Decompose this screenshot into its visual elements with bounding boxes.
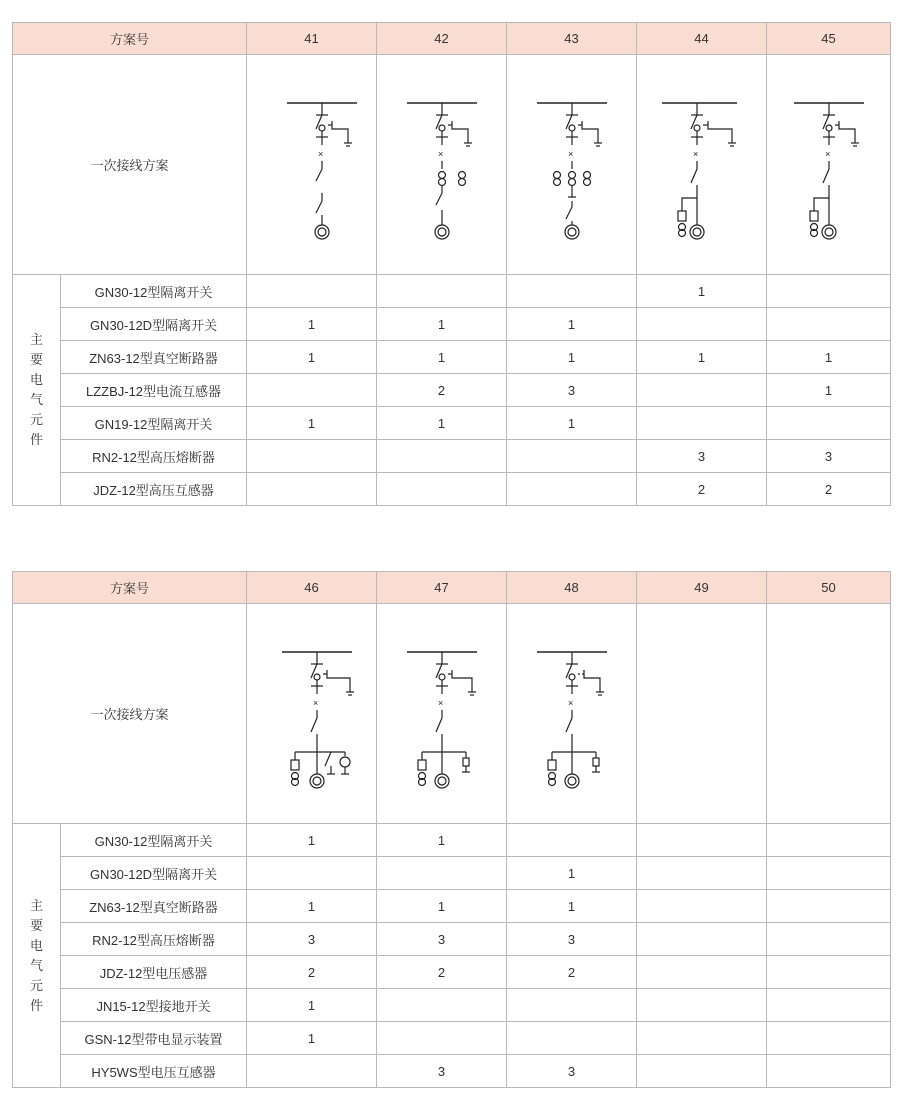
component-quantity <box>637 923 767 956</box>
component-quantity: 1 <box>507 857 637 890</box>
component-quantity <box>507 473 637 506</box>
scheme-number: 43 <box>507 23 637 55</box>
component-quantity <box>377 275 507 308</box>
component-quantity <box>767 308 891 341</box>
component-quantity <box>637 1055 767 1088</box>
component-quantity: 1 <box>377 824 507 857</box>
diagram-row-label: 一次接线方案 <box>13 55 247 275</box>
component-quantity <box>637 407 767 440</box>
component-quantity <box>767 407 891 440</box>
component-quantity <box>767 890 891 923</box>
component-quantity <box>377 989 507 1022</box>
wiring-diagram-43 <box>507 55 637 275</box>
component-quantity <box>767 1022 891 1055</box>
component-quantity <box>507 275 637 308</box>
component-row <box>13 440 891 473</box>
component-quantity: 3 <box>507 374 637 407</box>
group-label-char: 电 <box>29 937 43 953</box>
component-quantity: 1 <box>247 989 377 1022</box>
scheme-number-header: 方案号 <box>13 23 247 55</box>
header-row <box>13 572 891 604</box>
svg-text:×: × <box>824 148 830 159</box>
component-name: GN19-12型隔离开关 <box>61 407 247 440</box>
component-name: JDZ-12型电压感器 <box>61 956 247 989</box>
component-name: ZN63-12型真空断路器 <box>61 341 247 374</box>
wiring-diagram-45 <box>767 55 891 275</box>
main-components-label <box>13 824 61 1088</box>
component-quantity <box>637 308 767 341</box>
scheme-number: 50 <box>767 572 891 604</box>
wiring-diagram-49 <box>637 604 767 824</box>
svg-text:×: × <box>692 148 698 159</box>
component-name: LZZBJ-12型电流互感器 <box>61 374 247 407</box>
scheme-table-46-50 <box>12 571 891 1088</box>
component-row <box>13 473 891 506</box>
component-row <box>13 1022 891 1055</box>
component-quantity: 1 <box>767 341 891 374</box>
group-label-char: 电 <box>29 372 43 387</box>
component-quantity <box>637 956 767 989</box>
component-quantity: 3 <box>377 1055 507 1088</box>
component-quantity: 3 <box>637 440 767 473</box>
component-quantity: 1 <box>247 824 377 857</box>
group-label-char: 元 <box>29 412 43 427</box>
group-label-char: 要 <box>29 917 43 933</box>
component-name: GN30-12型隔离开关 <box>61 824 247 857</box>
component-quantity <box>767 824 891 857</box>
component-row <box>13 374 891 407</box>
wiring-diagram-41 <box>247 55 377 275</box>
component-quantity: 1 <box>377 308 507 341</box>
single-line-diagram-icon <box>512 65 632 265</box>
component-quantity: 2 <box>247 956 377 989</box>
component-quantity <box>637 1022 767 1055</box>
component-name: GSN-12型带电显示装置 <box>61 1022 247 1055</box>
component-quantity <box>637 989 767 1022</box>
component-quantity: 2 <box>377 374 507 407</box>
component-quantity <box>637 890 767 923</box>
single-line-diagram-icon <box>512 614 632 814</box>
component-row <box>13 824 891 857</box>
svg-text:×: × <box>437 148 443 159</box>
single-line-diagram-icon <box>382 65 502 265</box>
component-quantity <box>767 857 891 890</box>
component-name: ZN63-12型真空断路器 <box>61 890 247 923</box>
component-quantity <box>507 1022 637 1055</box>
wiring-diagram-48 <box>507 604 637 824</box>
component-quantity <box>247 440 377 473</box>
component-quantity: 3 <box>247 923 377 956</box>
wiring-diagram-50 <box>767 604 891 824</box>
wiring-diagram-47 <box>377 604 507 824</box>
scheme-number-header: 方案号 <box>13 572 247 604</box>
component-name: JDZ-12型高压互感器 <box>61 473 247 506</box>
component-quantity <box>377 473 507 506</box>
component-quantity <box>637 374 767 407</box>
component-quantity <box>377 857 507 890</box>
component-quantity: 1 <box>507 407 637 440</box>
component-row <box>13 275 891 308</box>
scheme-table-41-45 <box>12 22 891 506</box>
scheme-number: 46 <box>247 572 377 604</box>
component-quantity: 3 <box>507 923 637 956</box>
component-quantity: 1 <box>507 308 637 341</box>
single-line-diagram-icon <box>252 65 372 265</box>
component-quantity <box>637 857 767 890</box>
svg-text:×: × <box>567 697 573 708</box>
component-name: HY5WS型电压互感器 <box>61 1055 247 1088</box>
component-quantity: 3 <box>507 1055 637 1088</box>
component-quantity: 3 <box>377 923 507 956</box>
component-quantity <box>507 824 637 857</box>
svg-text:×: × <box>437 697 443 708</box>
group-label-char: 元 <box>29 977 43 993</box>
component-quantity <box>377 440 507 473</box>
component-name: JN15-12型接地开关 <box>61 989 247 1022</box>
component-quantity: 1 <box>377 341 507 374</box>
scheme-number: 49 <box>637 572 767 604</box>
component-row <box>13 407 891 440</box>
scheme-number: 42 <box>377 23 507 55</box>
group-label-char: 件 <box>29 432 43 447</box>
component-quantity: 1 <box>637 341 767 374</box>
scheme-number: 44 <box>637 23 767 55</box>
component-name: GN30-12型隔离开关 <box>61 275 247 308</box>
component-quantity: 1 <box>247 890 377 923</box>
group-label-char: 气 <box>29 392 43 407</box>
component-quantity <box>767 956 891 989</box>
group-label-char: 主 <box>29 332 43 347</box>
component-quantity <box>247 275 377 308</box>
scheme-number: 45 <box>767 23 891 55</box>
diagram-row <box>13 604 891 824</box>
component-quantity: 1 <box>247 341 377 374</box>
component-quantity: 1 <box>637 275 767 308</box>
component-name: GN30-12D型隔离开关 <box>61 308 247 341</box>
component-row <box>13 989 891 1022</box>
component-quantity <box>767 989 891 1022</box>
component-quantity <box>247 857 377 890</box>
single-line-diagram-icon <box>382 614 502 814</box>
component-quantity <box>247 374 377 407</box>
component-quantity <box>637 824 767 857</box>
diagram-row-label: 一次接线方案 <box>13 604 247 824</box>
single-line-diagram-icon <box>252 614 372 814</box>
scheme-number: 48 <box>507 572 637 604</box>
component-row <box>13 890 891 923</box>
component-row <box>13 341 891 374</box>
component-name: RN2-12型高压熔断器 <box>61 923 247 956</box>
single-line-diagram-icon <box>642 65 762 265</box>
group-label-char: 要 <box>29 352 43 367</box>
header-row <box>13 23 891 55</box>
component-quantity: 1 <box>377 407 507 440</box>
component-quantity <box>247 473 377 506</box>
component-quantity: 2 <box>767 473 891 506</box>
scheme-number: 47 <box>377 572 507 604</box>
component-quantity <box>507 440 637 473</box>
component-quantity <box>247 1055 377 1088</box>
group-label-char: 件 <box>29 997 43 1013</box>
wiring-diagram-42 <box>377 55 507 275</box>
scheme-number: 41 <box>247 23 377 55</box>
svg-text:×: × <box>312 697 318 708</box>
component-quantity <box>507 989 637 1022</box>
component-quantity: 1 <box>507 890 637 923</box>
component-quantity: 2 <box>377 956 507 989</box>
diagram-row <box>13 55 891 275</box>
component-row <box>13 308 891 341</box>
component-quantity: 2 <box>637 473 767 506</box>
component-row <box>13 1055 891 1088</box>
component-name: GN30-12D型隔离开关 <box>61 857 247 890</box>
component-quantity <box>377 1022 507 1055</box>
wiring-diagram-44 <box>637 55 767 275</box>
component-quantity: 1 <box>247 1022 377 1055</box>
main-components-label <box>13 275 61 506</box>
component-row <box>13 923 891 956</box>
component-quantity: 2 <box>507 956 637 989</box>
component-quantity: 1 <box>247 308 377 341</box>
component-quantity <box>767 923 891 956</box>
component-row <box>13 956 891 989</box>
single-line-diagram-icon <box>769 65 889 265</box>
component-quantity <box>767 275 891 308</box>
group-label-char: 气 <box>29 957 43 973</box>
svg-text:×: × <box>567 148 573 159</box>
component-quantity <box>767 1055 891 1088</box>
component-quantity: 1 <box>507 341 637 374</box>
component-quantity: 3 <box>767 440 891 473</box>
component-quantity: 1 <box>377 890 507 923</box>
svg-text:×: × <box>317 148 323 159</box>
component-quantity: 1 <box>767 374 891 407</box>
component-name: RN2-12型高压熔断器 <box>61 440 247 473</box>
group-label-char: 主 <box>29 897 43 913</box>
component-row <box>13 857 891 890</box>
wiring-diagram-46 <box>247 604 377 824</box>
component-quantity: 1 <box>247 407 377 440</box>
